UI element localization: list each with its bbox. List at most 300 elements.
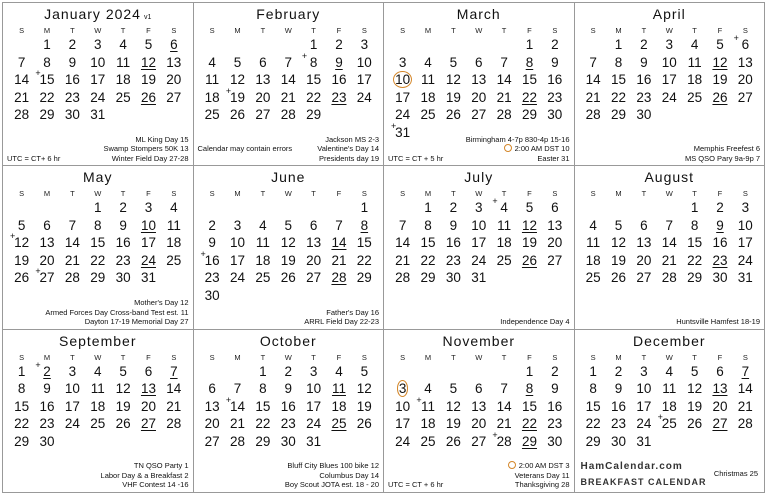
event-note: Bluff City Blues 100 bike 12 (287, 461, 379, 471)
calendar-brand: BREAKFAST CALENDAR (580, 476, 707, 487)
calendar-day: 25 (166, 252, 182, 268)
calendar-day: 21 (661, 252, 677, 268)
calendar-day: 28 (737, 416, 753, 432)
calendar-day: 29 (611, 107, 627, 122)
calendar-day: 27 (204, 433, 220, 449)
calendar-day: + 14 (225, 398, 250, 416)
calendar-day: 20 (737, 72, 753, 87)
calendar-day: 24 (661, 89, 677, 105)
calendar-day: 19 (115, 398, 131, 414)
calendar-day: 3 (640, 363, 648, 379)
weekday-label: M (424, 26, 432, 35)
calendar-day: 17 (140, 235, 156, 251)
event-note: Father's Day 16 (326, 307, 379, 317)
calendar-day: 4 (335, 363, 343, 379)
calendar-day: 11 (497, 217, 512, 233)
month-panel (194, 330, 385, 493)
event-note: Memphis Freefest 6 (693, 144, 760, 154)
calendar-day: 11 (255, 235, 270, 251)
calendar-day: 9 (551, 54, 559, 70)
calendar-day: 9 (716, 217, 724, 233)
calendar-day: + 12 (9, 234, 34, 252)
month-panel (384, 3, 575, 166)
calendar-day: 12 (445, 398, 461, 414)
month-title (384, 6, 574, 22)
calendar-day: 25 (420, 433, 436, 449)
calendar-day: 2 (68, 37, 77, 52)
calendar-day: 26 (521, 252, 537, 268)
event-note: ARRL Field Day 22-23 (304, 317, 379, 327)
month-title (194, 333, 384, 349)
calendar-day: 10 (471, 217, 487, 233)
calendar-day: 11 (205, 72, 220, 87)
calendar-day: + 27 (34, 269, 59, 287)
event-note: Independence Day 4 (500, 317, 570, 327)
calendar-day: 17 (356, 72, 372, 87)
calendar-day: 2 (208, 217, 216, 233)
calendar-day: 6 (640, 217, 648, 233)
empty-day (200, 363, 225, 381)
calendar-day: 17 (661, 72, 677, 87)
calendar-day: 15 (521, 72, 537, 87)
calendar-day: 22 (420, 252, 436, 268)
month-notes (7, 461, 189, 490)
calendar-day: 7 (741, 363, 750, 379)
month-notes (388, 461, 570, 490)
calendar-day: 17 (64, 398, 80, 414)
calendar-day: 7 (665, 217, 673, 233)
site-brand: HamCalendar.com (580, 460, 683, 472)
calendar-day: 7 (284, 54, 292, 70)
weekday-label: M (424, 352, 432, 362)
day-grid (9, 25, 187, 124)
calendar-day: 10 (230, 235, 246, 251)
empty-day (276, 199, 301, 217)
calendar-day: 16 (64, 72, 80, 87)
weekday-label: F (146, 352, 151, 362)
calendar-day: 5 (144, 37, 153, 52)
dst-sun-icon (504, 144, 512, 152)
calendar-day: 6 (309, 217, 318, 233)
calendar-day: 18 (661, 398, 677, 414)
calendar-day: 16 (280, 398, 296, 414)
calendar-day: 17 (230, 252, 246, 268)
calendar-day: 30 (39, 433, 55, 449)
calendar-day: 24 (471, 252, 487, 268)
calendar-day: 19 (280, 252, 296, 268)
calendar-day: 13 (306, 235, 322, 251)
calendar-day: 27 (306, 270, 322, 286)
calendar-day: 30 (547, 107, 563, 122)
day-grid (9, 352, 187, 451)
calendar-day: 21 (395, 252, 411, 268)
month-panel (3, 330, 194, 493)
empty-day (606, 199, 631, 217)
weekday-label: T (311, 189, 316, 199)
calendar-day: 7 (335, 217, 343, 233)
calendar-day: 20 (39, 252, 55, 268)
weekday-label: T (641, 189, 647, 199)
weekday-label: S (209, 26, 215, 35)
calendar-day: 3 (233, 217, 242, 233)
calendar-day: 13 (140, 381, 156, 397)
weekday-label: F (336, 26, 342, 35)
calendar-day: 22 (14, 416, 30, 432)
empty-day (657, 199, 682, 217)
calendar-day: 17 (471, 235, 487, 251)
calendar-day: 13 (712, 381, 728, 397)
weekday-label: S (590, 189, 596, 199)
calendar-day: 18 (585, 252, 601, 268)
calendar-day: 29 (39, 107, 55, 122)
day-grid (200, 188, 378, 304)
calendar-day: 17 (737, 235, 753, 251)
calendar-day: 5 (119, 363, 127, 379)
calendar-day: 6 (551, 200, 559, 216)
calendar-day: 28 (14, 107, 30, 122)
empty-day (390, 36, 415, 54)
calendar-day: 14 (14, 72, 30, 87)
calendar-day: 14 (496, 72, 512, 87)
empty-day (491, 36, 516, 54)
calendar-day: 30 (280, 433, 296, 449)
calendar-day: 3 (398, 54, 407, 70)
month-notes (198, 135, 380, 164)
calendar-day: 5 (525, 200, 534, 216)
calendar-day: 31 (90, 107, 106, 122)
month-name: April (652, 6, 686, 22)
calendar-day: 14 (496, 398, 512, 414)
empty-day (301, 199, 326, 217)
calendar-day: 6 (259, 54, 267, 70)
calendar-day: 20 (204, 416, 220, 432)
calendar-day: 1 (93, 200, 102, 216)
calendar-day: + 25 (657, 415, 682, 433)
calendar-day: 21 (737, 398, 753, 414)
calendar-day: 29 (90, 270, 106, 286)
month-panel (575, 3, 766, 166)
month-name: August (644, 169, 695, 186)
event-note: ML King Day 15 (135, 134, 189, 144)
calendar-day: 24 (356, 89, 372, 105)
version-label: v1 (143, 14, 152, 21)
event-note: Christmas 25 (713, 468, 758, 478)
calendar-day: 14 (64, 235, 80, 251)
calendar-day: 9 (614, 381, 623, 397)
calendar-day: 18 (204, 89, 220, 105)
calendar-day: 18 (115, 72, 131, 87)
calendar-day: 25 (496, 252, 512, 268)
weekday-label: T (451, 26, 456, 35)
calendar-day: 8 (93, 217, 102, 233)
calendar-day: 18 (166, 235, 182, 251)
month-notes (7, 298, 189, 327)
weekday-label: W (94, 26, 102, 35)
calendar-day: 6 (170, 37, 178, 52)
event-note: VHF Contest 14 -16 (122, 480, 189, 490)
calendar-day: 29 (420, 270, 436, 286)
weekday-label: T (501, 352, 507, 362)
calendar-day: 3 (398, 381, 407, 397)
calendar-day: 27 (255, 107, 271, 122)
weekday-label: S (552, 26, 558, 35)
calendar-day: 28 (395, 270, 411, 286)
calendar-day: 20 (636, 252, 652, 268)
event-note: Huntsville Hamfest 18-19 (676, 317, 760, 327)
empty-day (415, 363, 440, 381)
calendar-day: 15 (255, 398, 271, 414)
calendar-day: 3 (93, 37, 102, 52)
day-grid (390, 188, 568, 287)
weekday-label: T (501, 189, 507, 199)
weekday-label: W (665, 189, 673, 199)
month-notes (7, 135, 189, 164)
calendar-day: 29 (521, 107, 537, 122)
calendar-day: 1 (614, 37, 623, 52)
calendar-day: 4 (665, 363, 673, 379)
weekday-label: T (120, 189, 126, 199)
calendar-day: 13 (204, 398, 220, 414)
weekday-label: T (692, 189, 697, 199)
calendar-day: 20 (712, 398, 728, 414)
calendar-day: 23 (712, 252, 728, 268)
weekday-label: T (451, 352, 456, 362)
weekday-label: M (615, 26, 622, 35)
calendar-day: + 31 (390, 124, 415, 142)
calendar-day: 24 (395, 107, 411, 122)
weekday-label: W (284, 352, 292, 362)
calendar-day: 8 (690, 217, 699, 233)
weekday-label: W (475, 189, 483, 199)
calendar-day: 26 (140, 89, 156, 105)
calendar-day: 5 (614, 217, 623, 233)
calendar-day: 31 (140, 270, 156, 286)
calendar-day: 25 (585, 270, 601, 286)
calendar-day: 13 (39, 235, 55, 251)
weekday-label: F (146, 189, 151, 199)
month-panel (575, 166, 766, 329)
weekday-label: M (615, 352, 622, 362)
calendar-day: 26 (445, 433, 461, 449)
weekday-label: F (717, 352, 723, 362)
empty-day (466, 36, 491, 54)
calendar-day: 21 (64, 252, 80, 268)
month-name: November (442, 332, 516, 349)
calendar-day: 10 (636, 381, 652, 397)
calendar-day: 8 (360, 217, 369, 233)
calendar-day: 26 (115, 416, 131, 432)
calendar-day: 20 (471, 89, 487, 105)
calendar-day: 22 (39, 89, 55, 105)
weekday-label: T (120, 352, 126, 362)
weekday-label: F (336, 352, 342, 362)
calendar-day: 14 (280, 72, 296, 87)
calendar-day: 1 (259, 363, 267, 379)
calendar-day: 5 (716, 37, 724, 52)
empty-day (466, 363, 491, 381)
calendar-day: 27 (636, 270, 652, 286)
weekday-label: F (527, 26, 532, 35)
calendar-day: 3 (665, 37, 673, 52)
calendar-day: 12 (687, 381, 703, 397)
calendar-day: 23 (547, 89, 563, 105)
event-note: Armed Forces Day Cross-band Test est. 11 (45, 307, 189, 317)
empty-day (34, 199, 59, 217)
calendar-day: 7 (233, 381, 242, 397)
month-name: October (259, 332, 317, 349)
calendar-day: 31 (471, 270, 487, 286)
calendar-day: 12 (611, 235, 627, 251)
day-grid (581, 25, 759, 124)
calendar-day: 5 (360, 363, 369, 379)
calendar-day: 16 (445, 235, 461, 251)
calendar-day: 16 (636, 72, 652, 87)
weekday-label: F (146, 26, 151, 35)
event-note: Dayton 17-19 Memorial Day 27 (84, 317, 189, 327)
calendar-day: 6 (144, 363, 153, 379)
calendar-day: 6 (474, 381, 483, 397)
weekday-label: S (742, 26, 748, 35)
calendar-day: 15 (420, 235, 436, 251)
calendar-day: 30 (64, 107, 80, 122)
calendar-day: 1 (17, 363, 26, 379)
calendar-day: + 15 (34, 71, 59, 89)
calendar-day: 9 (119, 217, 127, 233)
calendar-day: 6 (474, 54, 483, 70)
empty-day (326, 199, 351, 217)
weekday-label: M (43, 352, 51, 362)
calendar-day: 3 (474, 200, 483, 216)
calendar-day: 31 (306, 433, 322, 449)
weekday-label: T (260, 26, 266, 35)
event-note: Calendar may contain errors Valentine's Day 14 (197, 144, 379, 154)
calendar-day: 19 (14, 252, 30, 268)
calendar-day: 4 (259, 217, 267, 233)
calendar-day: 16 (611, 398, 627, 414)
weekday-label: T (692, 352, 697, 362)
month-panel (194, 3, 385, 166)
empty-day (581, 199, 606, 217)
event-note: 2:00 AM DST 3 (388, 461, 570, 471)
calendar-day: 4 (589, 217, 597, 233)
calendar-day: 29 (255, 433, 271, 449)
month-name: May (83, 169, 113, 186)
calendar-day: 15 (14, 398, 30, 414)
empty-day (250, 36, 275, 54)
empty-day (9, 36, 34, 54)
calendar-day: 16 (115, 235, 131, 251)
calendar-day: 9 (208, 235, 216, 251)
weekday-label: S (171, 352, 177, 362)
calendar-day: 25 (687, 89, 703, 105)
calendar-day: 18 (420, 89, 436, 105)
weekday-label: M (43, 26, 51, 35)
calendar-day: 30 (712, 270, 728, 286)
calendar-day: 5 (449, 54, 458, 70)
calendar-day: 10 (661, 54, 677, 70)
calendar-day: 23 (115, 252, 131, 268)
calendar-day: 21 (280, 89, 296, 105)
weekday-label: M (234, 26, 241, 35)
weekday-label: F (527, 352, 532, 362)
calendar-day: 12 (445, 72, 461, 87)
calendar-day: 31 (737, 270, 753, 286)
calendar-day: 5 (17, 217, 26, 233)
calendar-day: 24 (90, 89, 106, 105)
weekday-label: F (717, 26, 723, 35)
month-title (575, 169, 765, 185)
event-note: Columbus Day 14 (319, 470, 379, 480)
calendar-day: 25 (420, 107, 436, 122)
calendar-day: 25 (90, 416, 106, 432)
weekday-label: M (424, 189, 432, 199)
month-title (3, 6, 193, 22)
event-note: UTC = CT + 6 hr Thanksgiving 28 (388, 480, 570, 490)
empty-day (60, 199, 85, 217)
calendar-day: 26 (611, 270, 627, 286)
weekday-label: M (43, 189, 51, 199)
month-name: March (456, 6, 501, 22)
calendar-day: 16 (712, 235, 728, 251)
month-title (3, 169, 193, 185)
calendar-day: 3 (309, 363, 318, 379)
calendar-day: 18 (687, 72, 703, 87)
calendar-day: 1 (360, 200, 369, 216)
calendar-day: 26 (687, 416, 703, 432)
calendar-day: 7 (500, 381, 508, 397)
calendar-day: 23 (547, 416, 563, 432)
day-grid (581, 188, 759, 287)
calendar-day: 31 (636, 433, 652, 449)
calendar-day: 14 (661, 235, 677, 251)
empty-day (415, 36, 440, 54)
calendar-day: 10 (64, 381, 80, 397)
calendar-day: 10 (395, 72, 411, 87)
calendar-day: 22 (521, 89, 537, 105)
calendar-day: 16 (331, 72, 347, 87)
calendar-day: 4 (93, 363, 102, 379)
calendar-day: 3 (741, 200, 750, 216)
calendar-day: 12 (712, 54, 728, 70)
calendar-day: 14 (737, 381, 753, 397)
year-calendar (2, 2, 765, 493)
weekday-label: T (451, 189, 456, 199)
calendar-day: 20 (255, 89, 271, 105)
calendar-day: 27 (737, 89, 753, 105)
month-title (575, 6, 765, 22)
calendar-day: 7 (17, 54, 26, 70)
weekday-label: T (70, 352, 75, 362)
weekday-label: S (361, 189, 367, 199)
calendar-day: 1 (525, 363, 534, 379)
calendar-day: 30 (547, 433, 563, 449)
event-note: 2:00 AM DST 10 (388, 144, 570, 154)
calendar-day: 4 (690, 37, 699, 52)
calendar-day: 3 (68, 363, 77, 379)
calendar-day: 25 (255, 270, 271, 286)
calendar-day: 8 (589, 381, 597, 397)
calendar-day: 9 (449, 217, 458, 233)
calendar-day: 12 (230, 72, 246, 87)
calendar-day: 30 (445, 270, 461, 286)
calendar-day: 4 (424, 54, 432, 70)
event-note: Jackson MS 2-3 (325, 134, 379, 144)
weekday-label: S (171, 26, 177, 35)
weekday-label: M (234, 189, 241, 199)
calendar-day: 19 (687, 398, 703, 414)
empty-day (9, 199, 34, 217)
month-name: July (464, 169, 494, 186)
